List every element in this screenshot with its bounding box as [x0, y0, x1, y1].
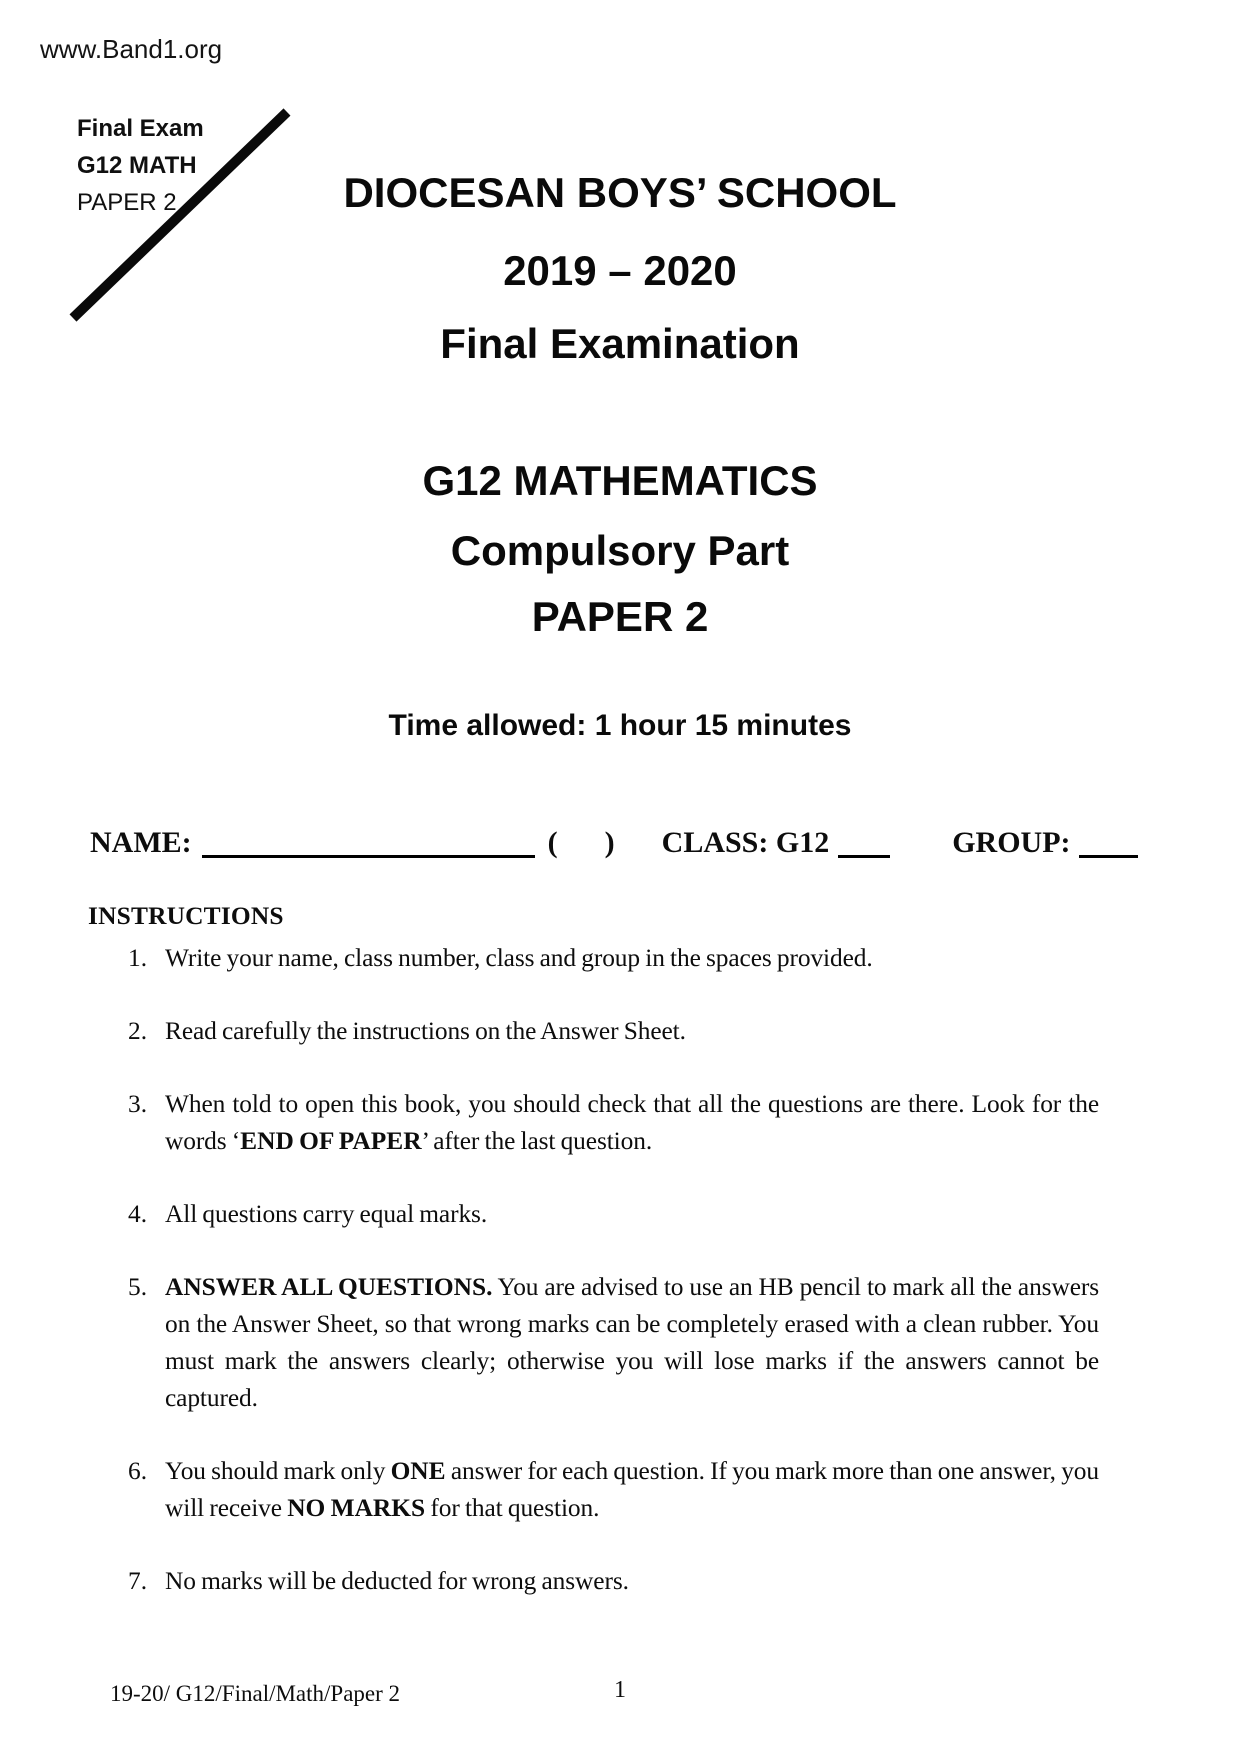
school-name: DIOCESAN BOYS’ SCHOOL — [343, 169, 897, 216]
stamp-course: G12 MATH — [77, 152, 197, 179]
instruction-item — [128, 1086, 1099, 1160]
class-number-close-paren: ) — [604, 826, 615, 859]
instruction-item — [128, 1196, 1099, 1233]
class-blank-line — [838, 831, 890, 858]
instructions-heading: INSTRUCTIONS — [88, 902, 284, 930]
instruction-text: No marks will be deducted for wrong answers. — [165, 1567, 629, 1595]
subject-part: Compulsory Part — [450, 527, 790, 574]
instruction-number: 4. — [128, 1200, 148, 1228]
instruction-text: When told to open this book, you should check that all the questions are there. Look for the words ‘END OF PAPER’ after the last question. — [165, 1090, 1099, 1155]
instruction-item — [128, 1013, 1099, 1050]
footer-page-number: 1 — [614, 1677, 626, 1703]
instruction-number: 3. — [128, 1090, 148, 1118]
instruction-number: 6. — [128, 1457, 148, 1485]
instruction-text: ANSWER ALL QUESTIONS. You are advised to use an HB pencil to mark all the answers on the Answer Sheet, so that wrong marks can be completely erased with a clean rubber. You must mark the answers clearly; otherwise you will lose marks if the answers cannot be captured. — [165, 1273, 1100, 1412]
school-year: 2019 – 2020 — [503, 247, 737, 294]
instruction-number: 2. — [128, 1017, 148, 1045]
instruction-item — [128, 1563, 1099, 1600]
group-label: GROUP: — [952, 826, 1071, 859]
instructions-list — [128, 940, 1099, 1636]
instruction-item — [128, 940, 1099, 977]
stamp-paper: PAPER 2 — [77, 189, 177, 216]
instruction-text: All questions carry equal marks. — [165, 1200, 488, 1228]
site-watermark: www.Band1.org — [40, 34, 223, 64]
paper-number: PAPER 2 — [531, 593, 709, 640]
candidate-info-row — [90, 824, 1190, 861]
instruction-number: 5. — [128, 1273, 148, 1301]
class-label: CLASS: G12 — [661, 826, 830, 859]
group-blank-line — [1079, 831, 1138, 858]
time-allowed: Time allowed: 1 hour 15 minutes — [388, 709, 852, 742]
subject-title: G12 MATHEMATICS — [422, 457, 818, 504]
instruction-number: 1. — [128, 944, 148, 972]
instruction-text: Read carefully the instructions on the Answer Sheet. — [165, 1017, 686, 1045]
stamp-exam-type: Final Exam — [77, 115, 204, 142]
instruction-number: 7. — [128, 1567, 148, 1595]
instruction-text: Write your name, class number, class and group in the spaces provided. — [165, 944, 873, 972]
instruction-item — [128, 1269, 1099, 1417]
footer-doc-code: 19-20/ G12/Final/Math/Paper 2 — [110, 1681, 401, 1706]
instruction-text: You should mark only ONE answer for each question. If you mark more than one answer, you will receive NO MARKS for that question. — [165, 1457, 1099, 1522]
name-blank-line — [202, 831, 535, 858]
name-label: NAME: — [90, 826, 192, 859]
instruction-item — [128, 1453, 1099, 1527]
class-number-open-paren: ( — [547, 826, 558, 859]
exam-title: Final Examination — [440, 320, 800, 367]
